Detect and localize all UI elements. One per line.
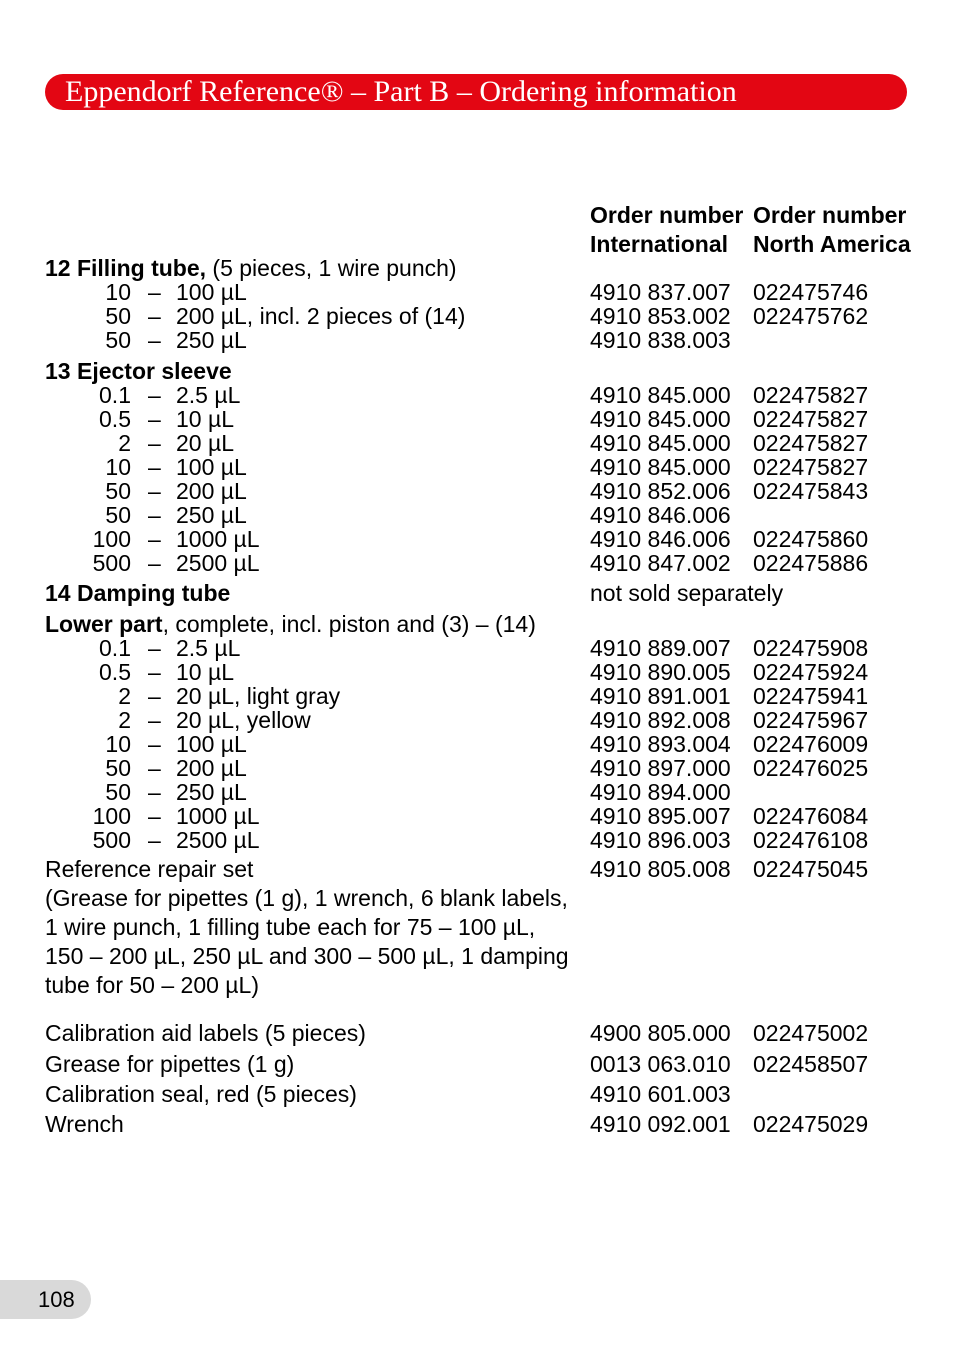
range-high: 2500 µL: [176, 827, 260, 853]
range-high: 250 µL: [176, 502, 247, 528]
order-number-intl: 4910 895.007: [590, 803, 731, 829]
range-high: 20 µL: [176, 430, 235, 456]
section-12-note: (5 pieces, 1 wire punch): [206, 255, 457, 281]
range-dash: –: [148, 550, 161, 576]
range-dash: –: [148, 803, 161, 829]
range-dash: –: [148, 406, 161, 432]
range-low: 0.5: [99, 659, 131, 685]
order-number-na: 022475941: [753, 683, 869, 709]
repair-set-title: Reference repair set: [45, 856, 254, 882]
range-low: 50: [105, 779, 131, 805]
range-dash: –: [148, 779, 161, 805]
range-low: 50: [105, 502, 131, 528]
order-number-intl: 4910 893.004: [590, 731, 731, 757]
lower-part-heading: [45, 612, 536, 636]
order-number-na: 022475827: [753, 430, 869, 456]
range-high: 100 µL: [176, 279, 247, 305]
order-number-intl: 4910 894.000: [590, 779, 731, 805]
order-number-intl: 4910 092.001: [590, 1111, 731, 1137]
page-title: Eppendorf Reference® – Part B – Ordering information: [65, 75, 737, 108]
range-low: 500: [92, 550, 131, 576]
order-number-intl: 4910 892.008: [590, 707, 731, 733]
range-low: 0.5: [99, 406, 131, 432]
range-high: 200 µL: [176, 755, 247, 781]
order-number-na: 022475827: [753, 454, 869, 480]
range-high: 2.5 µL: [176, 635, 241, 661]
range-high: 100 µL: [176, 731, 247, 757]
range-high: 100 µL: [176, 454, 247, 480]
range-high: 1000 µL: [176, 803, 260, 829]
column-header-intl-line2: International: [590, 231, 729, 257]
order-number-intl: 4910 847.002: [590, 550, 731, 576]
range-dash: –: [148, 635, 161, 661]
range-low: 50: [105, 755, 131, 781]
range-low: 100: [92, 526, 131, 552]
repair-set-desc-line: tube for 50 – 200 µL): [45, 972, 260, 998]
order-number-na: 022476009: [753, 731, 869, 757]
range-low: 2: [118, 707, 131, 733]
range-dash: –: [148, 454, 161, 480]
order-number-na: 022475908: [753, 635, 869, 661]
accessory-label: Wrench: [45, 1111, 124, 1137]
order-number-intl: 4910 890.005: [590, 659, 731, 685]
order-number-intl: 0013 063.010: [590, 1051, 731, 1077]
range-dash: –: [148, 731, 161, 757]
order-number-intl: 4910 845.000: [590, 406, 731, 432]
range-high: 200 µL, incl. 2 pieces of (14): [176, 303, 466, 329]
range-high: 200 µL: [176, 478, 247, 504]
order-number-na: 022475924: [753, 659, 869, 685]
order-number-intl: 4910 845.000: [590, 430, 731, 456]
order-number-na: 022475762: [753, 303, 869, 329]
range-low: 2: [118, 430, 131, 456]
column-header-intl-line1: Order number: [590, 202, 744, 228]
lower-part-note: , complete, incl. piston and (3) – (14): [162, 611, 536, 637]
range-low: 50: [105, 327, 131, 353]
range-low: 50: [105, 303, 131, 329]
range-low: 10: [105, 454, 131, 480]
section-14-title: 14 Damping tube: [45, 580, 231, 606]
range-high: 1000 µL: [176, 526, 260, 552]
order-number-intl: 4910 846.006: [590, 502, 731, 528]
repair-set-desc-line: 1 wire punch, 1 filling tube each for 75 – 100 µL,: [45, 914, 536, 940]
order-number-intl: 4910 891.001: [590, 683, 731, 709]
accessory-label: Calibration seal, red (5 pieces): [45, 1081, 357, 1107]
order-number-intl: 4910 853.002: [590, 303, 731, 329]
section-12-heading: [45, 256, 457, 280]
order-number-na: 022458507: [753, 1051, 869, 1077]
range-low: 0.1: [99, 635, 131, 661]
section-13-title: 13 Ejector sleeve: [45, 358, 232, 384]
range-dash: –: [148, 526, 161, 552]
order-number-na: 022475029: [753, 1111, 869, 1137]
range-low: 10: [105, 731, 131, 757]
range-dash: –: [148, 430, 161, 456]
order-number-na: 022475002: [753, 1020, 869, 1046]
order-number-intl: 4910 846.006: [590, 526, 731, 552]
range-dash: –: [148, 827, 161, 853]
order-number-na: 022476108: [753, 827, 869, 853]
range-dash: –: [148, 303, 161, 329]
order-number-na: 022475827: [753, 382, 869, 408]
order-number-intl: 4910 838.003: [590, 327, 731, 353]
section-12-title: 12 Filling tube,: [45, 255, 207, 281]
order-number-na: 022476025: [753, 755, 869, 781]
range-high: 20 µL, yellow: [176, 707, 311, 733]
header-banner: [45, 74, 907, 110]
range-low: 100: [92, 803, 131, 829]
lower-part-title: Lower part: [45, 611, 163, 637]
range-low: 500: [92, 827, 131, 853]
repair-set-desc-line: (Grease for pipettes (1 g), 1 wrench, 6 blank labels,: [45, 885, 568, 911]
order-number-na: 022475860: [753, 526, 869, 552]
range-dash: –: [148, 327, 161, 353]
range-high: 250 µL: [176, 327, 247, 353]
order-number-intl: 4910 852.006: [590, 478, 731, 504]
range-high: 10 µL: [176, 406, 235, 432]
range-low: 0.1: [99, 382, 131, 408]
order-number-na: 022475746: [753, 279, 869, 305]
range-high: 2500 µL: [176, 550, 260, 576]
order-number-na: 022475843: [753, 478, 869, 504]
order-number-na: 022475967: [753, 707, 869, 733]
order-number-intl: 4910 896.003: [590, 827, 731, 853]
page-number: 108: [38, 1287, 75, 1312]
repair-set-intl: 4910 805.008: [590, 856, 731, 882]
range-low: 10: [105, 279, 131, 305]
order-number-intl: 4910 837.007: [590, 279, 731, 305]
order-number-intl: 4910 845.000: [590, 454, 731, 480]
range-dash: –: [148, 707, 161, 733]
order-number-na: 022476084: [753, 803, 869, 829]
page-number-badge: [0, 1280, 91, 1319]
range-dash: –: [148, 659, 161, 685]
order-number-intl: 4910 897.000: [590, 755, 731, 781]
range-dash: –: [148, 755, 161, 781]
column-header-na-line2: North America: [753, 231, 911, 257]
accessory-label: Grease for pipettes (1 g): [45, 1051, 295, 1077]
range-low: 2: [118, 683, 131, 709]
section-14-order-note: not sold separately: [590, 580, 784, 606]
range-high: 2.5 µL: [176, 382, 241, 408]
order-number-na: 022475827: [753, 406, 869, 432]
range-dash: –: [148, 683, 161, 709]
order-number-intl: 4910 889.007: [590, 635, 731, 661]
range-low: 50: [105, 478, 131, 504]
range-dash: –: [148, 382, 161, 408]
order-number-intl: 4900 805.000: [590, 1020, 731, 1046]
range-high: 250 µL: [176, 779, 247, 805]
accessory-label: Calibration aid labels (5 pieces): [45, 1020, 366, 1046]
range-dash: –: [148, 279, 161, 305]
range-high: 20 µL, light gray: [176, 683, 341, 709]
order-number-intl: 4910 845.000: [590, 382, 731, 408]
column-header-na-line1: Order number: [753, 202, 907, 228]
repair-set-desc-line: 150 – 200 µL, 250 µL and 300 – 500 µL, 1 damping: [45, 943, 569, 969]
order-number-intl: 4910 601.003: [590, 1081, 731, 1107]
repair-set-na: 022475045: [753, 856, 869, 882]
range-dash: –: [148, 478, 161, 504]
range-dash: –: [148, 502, 161, 528]
range-high: 10 µL: [176, 659, 235, 685]
order-number-na: 022475886: [753, 550, 869, 576]
